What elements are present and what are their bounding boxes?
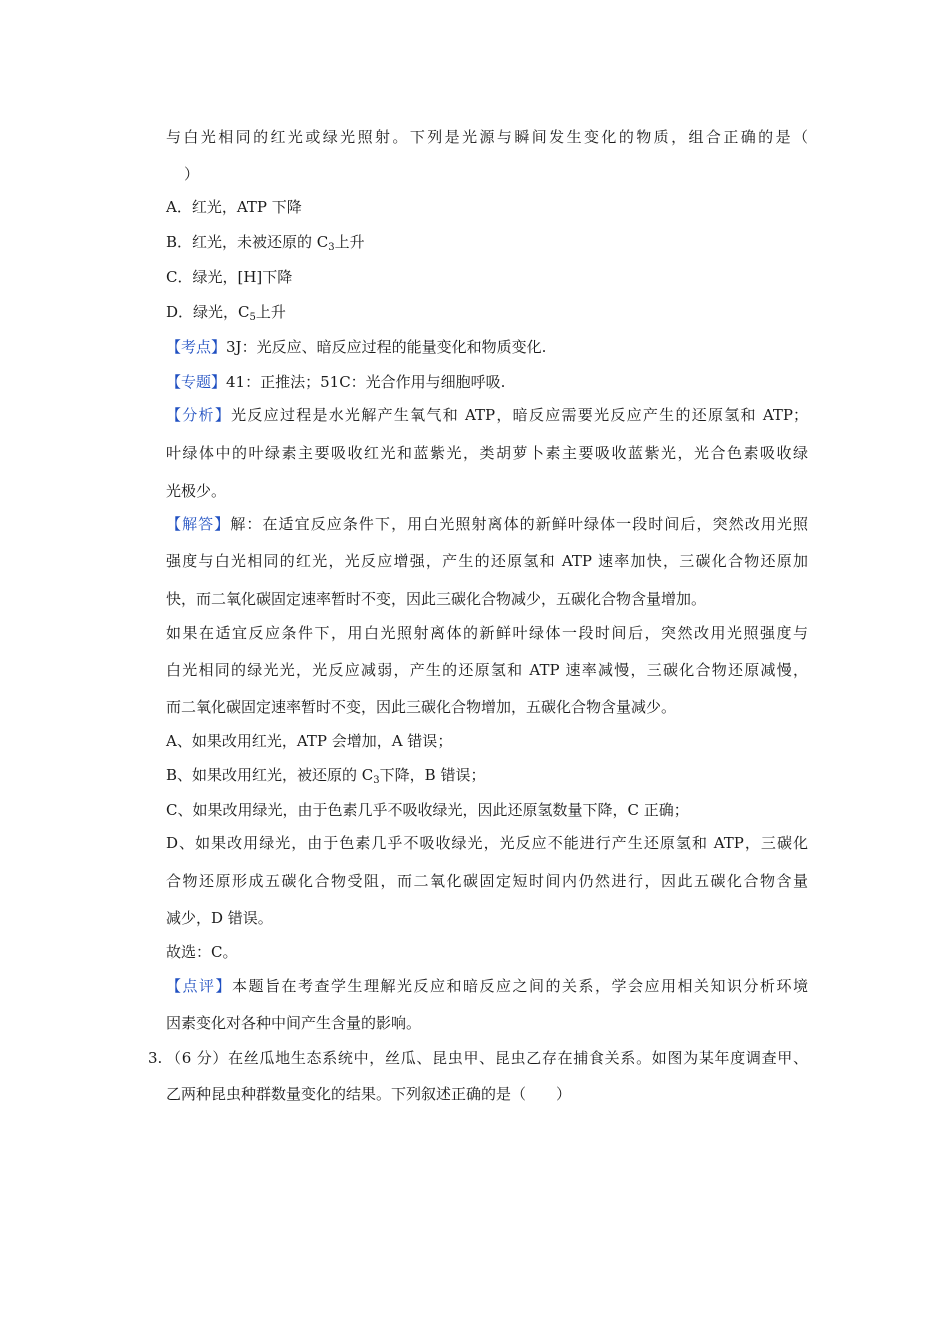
dianping-tag: 【点评】 xyxy=(166,977,232,995)
question-stem-line-2: ） xyxy=(184,165,200,183)
question-3-number: 3. xyxy=(148,1049,163,1067)
question-stem-line-1: 与白光相同的红光或绿光照射。下列是光源与瞬间发生变化的物质，组合正确的是（ xyxy=(166,128,808,146)
option-d: D．绿光，$C_5$上升 xyxy=(166,303,286,323)
fenxi-line-1: 【分析】光反应过程是水光解产生氧气和 ATP，暗反应需要光反应产生的还原氢和 ATP； xyxy=(166,406,808,424)
question-3-line-1: （6 分）在丝瓜地生态系统中，丝瓜、昆虫甲、昆虫乙存在捕食关系。如图为某年度调查甲、 xyxy=(166,1049,808,1067)
kaodian-tag: 【考点】 xyxy=(166,338,227,356)
option-a: A．红光，ATP 下降 xyxy=(166,198,302,216)
zhuanti-section: 【专题】41：正推法；51C：光合作用与细胞呼吸. xyxy=(166,373,506,391)
option-c: C．绿光，[H]下降 xyxy=(166,268,293,286)
dianping-line-1: 【点评】本题旨在考查学生理解光反应和暗反应之间的关系，学会应用相关知识分析环境 xyxy=(166,977,808,995)
jieda-tag: 【解答】 xyxy=(166,515,231,533)
option-b: B．红光，未被还原的 $C_3$上升 xyxy=(166,233,365,253)
jieda-option-d-line-3: 减少，D 错误。 xyxy=(166,909,273,927)
jieda-line-5: 白光相同的绿光光，光反应减弱，产生的还原氢和 ATP 速率减慢，三碳化合物还原减慢， xyxy=(166,661,808,679)
jieda-line-6: 而二氧化碳固定速率暂时不变，因此三碳化合物增加，五碳化合物含量减少。 xyxy=(166,698,677,716)
jieda-option-c: C、如果改用绿光，由于色素几乎不吸收绿光，因此还原氢数量下降，C 正确； xyxy=(166,801,689,819)
jieda-line-3: 快，而二氧化碳固定速率暂时不变，因此三碳化合物减少，五碳化合物含量增加。 xyxy=(166,590,707,608)
jieda-line-1: 【解答】解：在适宜反应条件下，用白光照射离体的新鲜叶绿体一段时间后，突然改用光照 xyxy=(166,515,808,533)
jieda-line-2: 强度与白光相同的红光，光反应增强，产生的还原氢和 ATP 速率加快，三碳化合物还原加 xyxy=(166,552,808,570)
jieda-option-d-line-1: D、如果改用绿光，由于色素几乎不吸收绿光，光反应不能进行产生还原氢和 ATP，三碳化 xyxy=(166,834,808,852)
jieda-line-4: 如果在适宜反应条件下，用白光照射离体的新鲜叶绿体一段时间后，突然改用光照强度与 xyxy=(166,624,808,642)
fenxi-tag: 【分析】 xyxy=(166,406,232,424)
fenxi-line-3: 光极少。 xyxy=(166,482,227,500)
fenxi-line-2: 叶绿体中的叶绿素主要吸收红光和蓝紫光，类胡萝卜素主要吸收蓝紫光，光合色素吸收绿 xyxy=(166,444,808,462)
jieda-answer: 故选：C。 xyxy=(166,943,238,961)
zhuanti-tag: 【专题】 xyxy=(166,373,227,391)
dianping-line-2: 因素变化对各种中间产生含量的影响。 xyxy=(166,1014,422,1032)
question-3-line-2: 乙两种昆虫种群数量变化的结果。下列叙述正确的是（ ） xyxy=(166,1085,572,1103)
jieda-option-d-line-2: 合物还原形成五碳化合物受阻，而二氧化碳固定短时间内仍然进行，因此五碳化合物含量 xyxy=(166,872,808,890)
jieda-option-a: A、如果改用红光，ATP 会增加，A 错误； xyxy=(166,732,453,750)
jieda-option-b: B、如果改用红光，被还原的 $C_3$下降，B 错误； xyxy=(166,766,486,786)
kaodian-section: 【考点】3J：光反应、暗反应过程的能量变化和物质变化. xyxy=(166,338,547,356)
